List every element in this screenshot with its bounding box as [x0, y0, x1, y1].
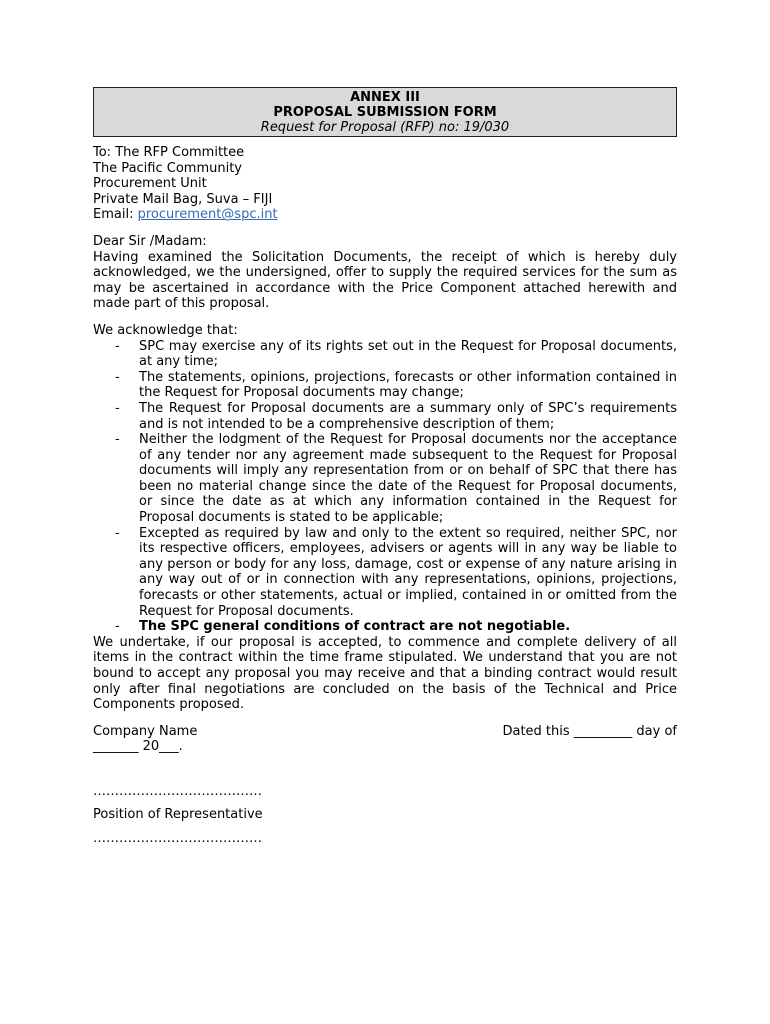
position-label: Position of Representative — [93, 807, 263, 823]
list-dash: - — [115, 400, 120, 416]
email-label: Email: — [93, 207, 138, 223]
list-item-text: The Request for Proposal documents are a summary only of SPC’s requirements and is not intended to be a comprehensive description of them; — [139, 400, 677, 432]
list-item — [115, 369, 677, 401]
position-dots-line: ………………………………… — [93, 830, 262, 846]
address-unit: Procurement Unit — [93, 176, 207, 192]
list-item-text: The statements, opinions, projections, forecasts or other information contained in the Request for Proposal documents may change; — [139, 369, 677, 401]
company-name-label: Company Name — [93, 723, 198, 739]
list-item-text: The SPC general conditions of contract are not negotiable. — [139, 619, 571, 635]
intro-block — [93, 234, 677, 312]
dated-line: Dated this _________ day of — [502, 723, 677, 739]
list-item — [115, 525, 677, 620]
email-link[interactable]: procurement@spc.int — [137, 207, 278, 223]
rfp-reference: Request for Proposal (RFP) no: 19/030 — [260, 120, 510, 135]
list-item — [115, 338, 677, 370]
list-dash: - — [115, 619, 120, 635]
list-dash: - — [115, 369, 120, 385]
list-item — [115, 432, 677, 526]
address-email-line — [93, 207, 677, 223]
acknowledge-block — [93, 323, 677, 713]
acknowledgement-list — [93, 339, 677, 635]
address-org: The Pacific Community — [93, 160, 242, 176]
list-item — [115, 400, 677, 432]
year-line: _______ 20___. — [93, 739, 183, 755]
list-dash: - — [115, 432, 120, 448]
recipient-address — [93, 145, 677, 223]
list-item-text: Neither the lodgment of the Request for Proposal documents nor the acceptance of any tender nor any agreement made subsequent to the Request for Proposal documents will imply any representation from or on behalf of SPC that there has been no material change since the date of the Request for Proposal documents, or since the date as at which any information contained in the Request for Proposal documents is stated to be applicable; — [139, 432, 677, 526]
undertake-paragraph: We undertake, if our proposal is accepted, to commence and complete delivery of all items in the contract within the time frame stipulated. We understand that you are not bound to accept any proposal you may receive and that a binding contract would result only after final negotiations are concluded on the basis of the Technical and Price Components proposed. — [93, 634, 677, 713]
salutation: Dear Sir /Madam: — [93, 233, 207, 249]
acknowledge-heading: We acknowledge that: — [93, 322, 238, 338]
list-dash: - — [115, 338, 120, 354]
signature-dots-line: ………………………………… — [93, 783, 262, 799]
list-item — [115, 619, 677, 635]
address-to: To: The RFP Committee — [93, 145, 245, 160]
document-page — [93, 87, 677, 847]
list-dash: - — [115, 525, 120, 541]
intro-paragraph: Having examined the Solicitation Documents, the receipt of which is hereby duly acknowledged, we the undersigned, offer to supply the required services for the sum as may be ascertained in accordance with the Price Component attached herewith and made part of this proposal. — [93, 249, 677, 312]
address-bag: Private Mail Bag, Suva – FIJI — [93, 191, 273, 207]
form-title: PROPOSAL SUBMISSION FORM — [273, 105, 497, 120]
list-item-text: SPC may exercise any of its rights set out in the Request for Proposal documents, at any time; — [139, 338, 677, 370]
annex-header-box — [93, 87, 677, 137]
list-item-text: Excepted as required by law and only to the extent so required, neither SPC, nor its respective officers, employees, advisers or agents will in any way be liable to any person or body for any loss, damage, cost or expense of any nature arising in any way out of or in connection with any representations, opinions, projections, forecasts or other statements, actual or implied, contained in or omitted from the Request for Proposal documents. — [139, 525, 677, 619]
signature-row — [93, 724, 677, 756]
annex-label: ANNEX III — [350, 90, 420, 105]
